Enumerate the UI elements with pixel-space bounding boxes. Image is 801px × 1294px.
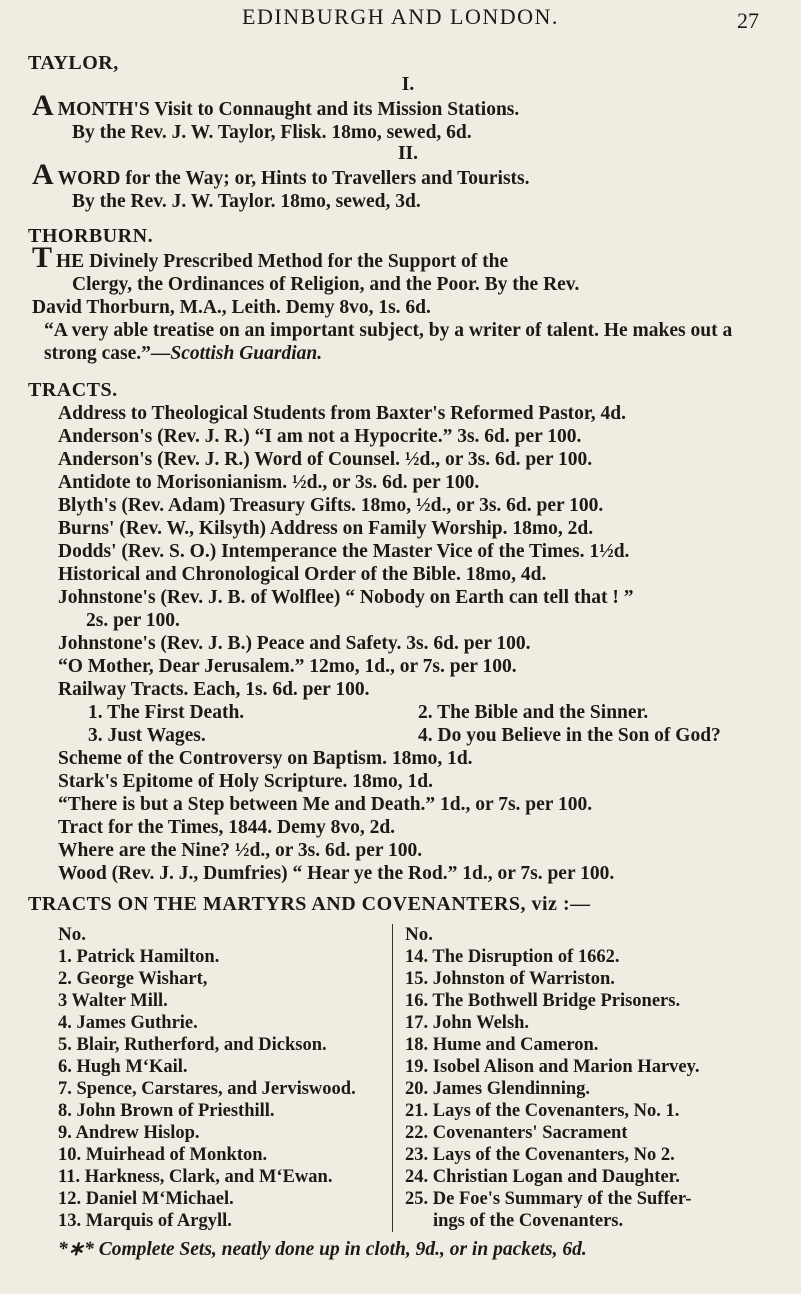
drop-cap: A [32, 89, 54, 122]
tract-item: Johnstone's (Rev. J. B.) Peace and Safety. 3s. 6d. per 100. [58, 633, 531, 654]
tract-text: Johnstone's (Rev. J. B. of Wolflee) “ Nobody on Earth can tell that ! ” [58, 587, 634, 608]
martyr-tract: 6. Hugh M‘Kail. [58, 1057, 188, 1077]
railway-tract-list [88, 701, 788, 747]
railway-tract: 1. The First Death. [88, 702, 245, 723]
martyr-tract: 18. Hume and Cameron. [405, 1035, 599, 1055]
martyr-tract: 19. Isobel Alison and Marion Harvey. [405, 1057, 700, 1077]
page-number: 27 [737, 8, 759, 33]
railway-tract: 3. Just Wages. [88, 725, 206, 746]
author-heading-taylor: TAYLOR, [28, 52, 119, 74]
railway-tract: 4. Do you Believe in the Son of God? [418, 725, 721, 746]
martyr-tract: 23. Lays of the Covenanters, No 2. [405, 1145, 675, 1165]
tract-item: Historical and Chronological Order of the Bible. 18mo, 4d. [58, 564, 547, 585]
martyr-tract: 12. Daniel M‘Michael. [58, 1189, 234, 1209]
tract-item: Antidote to Morisonianism. ½d., or 3s. 6d. per 100. [58, 472, 480, 493]
column-header: No. [405, 924, 433, 945]
tract-item: Dodds' (Rev. S. O.) Intemperance the Master Vice of the Times. 1½d. [58, 541, 630, 562]
entry-text: By the Rev. J. W. Taylor. 18mo, sewed, 3d. [72, 191, 421, 212]
martyr-tract: 10. Muirhead of Monkton. [58, 1145, 268, 1165]
tract-item: Scheme of the Controversy on Baptism. 18mo, 1d. [58, 748, 473, 769]
drop-cap: A [32, 158, 54, 191]
martyr-tract: 3 Walter Mill. [58, 991, 168, 1011]
entry-text: David Thorburn, M.A., Leith. Demy 8vo, 1s. 6d. [32, 297, 431, 318]
catalogue-entry [32, 158, 788, 213]
martyr-tract: 4. James Guthrie. [58, 1013, 198, 1033]
drop-cap: T [32, 241, 53, 274]
footer-note: *∗* Complete Sets, neatly done up in cloth, 9d., or in packets, 6d. [58, 1239, 587, 1260]
martyr-tract: 16. The Bothwell Bridge Prisoners. [405, 991, 681, 1011]
martyr-tract: 5. Blair, Rutherford, and Dickson. [58, 1035, 327, 1055]
martyrs-table [58, 924, 788, 1232]
quote-source: Scottish Guardian. [170, 343, 323, 364]
author-heading-tracts: TRACTS. [28, 379, 118, 401]
running-head: EDINBURGH AND LONDON. [242, 4, 559, 29]
tract-item: Anderson's (Rev. J. R.) Word of Counsel. ½d., or 3s. 6d. per 100. [58, 449, 593, 470]
martyr-tract: 24. Christian Logan and Daughter. [405, 1167, 680, 1187]
entry-text: WORD for the Way; or, Hints to Travellers and Tourists. [57, 168, 530, 189]
martyr-tract: 25. De Foe's Summary of the Suffer- [405, 1189, 692, 1209]
martyr-tract: 15. Johnston of Warriston. [405, 969, 615, 989]
martyrs-column-left [58, 924, 393, 1232]
martyrs-column-right [393, 924, 801, 1232]
tract-item: Blyth's (Rev. Adam) Treasury Gifts. 18mo, ½d., or 3s. 6d. per 100. [58, 495, 604, 516]
martyr-tract: 21. Lays of the Covenanters, No. 1. [405, 1101, 680, 1121]
tract-item: Address to Theological Students from Baxter's Reformed Pastor, 4d. [58, 403, 627, 424]
martyr-tract: 2. George Wishart, [58, 969, 208, 989]
entry-text: By the Rev. J. W. Taylor, Flisk. 18mo, sewed, 6d. [72, 122, 472, 143]
tract-item: Tract for the Times, 1844. Demy 8vo, 2d. [58, 817, 396, 838]
catalogue-content [28, 46, 788, 1261]
martyr-tract: 14. The Disruption of 1662. [405, 947, 620, 967]
martyr-tract: 11. Harkness, Clark, and M‘Ewan. [58, 1167, 333, 1187]
catalogue-entry [32, 241, 788, 296]
tract-item: Anderson's (Rev. J. R.) “I am not a Hypocrite.” 3s. 6d. per 100. [58, 426, 582, 447]
tract-item: Stark's Epitome of Holy Scripture. 18mo, 1d. [58, 771, 434, 792]
tract-item: “There is but a Step between Me and Death.” 1d., or 7s. per 100. [58, 794, 593, 815]
column-header: No. [58, 924, 86, 945]
tract-item: “O Mother, Dear Jerusalem.” 12mo, 1d., or 7s. per 100. [58, 656, 517, 677]
tract-item: Where are the Nine? ½d., or 3s. 6d. per 100. [58, 840, 423, 861]
entry-text: Clergy, the Ordinances of Religion, and the Poor. By the Rev. [72, 274, 580, 295]
martyr-tract: 13. Marquis of Argyll. [58, 1211, 232, 1231]
martyr-tract: 9. Andrew Hislop. [58, 1123, 200, 1143]
entry-numeral: I. [401, 74, 415, 95]
tract-item: Wood (Rev. J. J., Dumfries) “ Hear ye the Rod.” 1d., or 7s. per 100. [58, 863, 615, 884]
martyr-tract: 8. John Brown of Priesthill. [58, 1101, 275, 1121]
entry-text: MONTH'S Visit to Connaught and its Mission Stations. [57, 99, 520, 120]
martyr-tract: 17. John Welsh. [405, 1013, 530, 1033]
martyr-tract: 20. James Glendinning. [405, 1079, 591, 1099]
tract-text: 2s. per 100. [86, 610, 180, 631]
tract-item: Burns' (Rev. W., Kilsyth) Address on Family Worship. 18mo, 2d. [58, 518, 594, 539]
review-quote [44, 319, 788, 365]
entry-text: HE Divinely Prescribed Method for the Support of the [56, 251, 509, 272]
tract-item: Railway Tracts. Each, 1s. 6d. per 100. [58, 679, 370, 700]
martyr-tract: ings of the Covenanters. [433, 1211, 624, 1231]
entry-numeral: II. [397, 143, 419, 164]
tract-item [58, 586, 788, 632]
martyr-tract: 1. Patrick Hamilton. [58, 947, 220, 967]
martyrs-heading: TRACTS ON THE MARTYRS AND COVENANTERS, viz :— [28, 893, 591, 915]
quote-text: “A very able treatise on an important subject, by a writer of talent. He makes out a strong case.”— [44, 320, 733, 364]
railway-tract: 2. The Bible and the Sinner. [418, 702, 649, 723]
martyr-tract: 22. Covenanters' Sacrament [405, 1123, 628, 1143]
catalogue-entry [32, 89, 788, 144]
martyr-tract: 7. Spence, Carstares, and Jerviswood. [58, 1079, 356, 1099]
author-heading-thorburn: THORBURN. [28, 225, 154, 247]
